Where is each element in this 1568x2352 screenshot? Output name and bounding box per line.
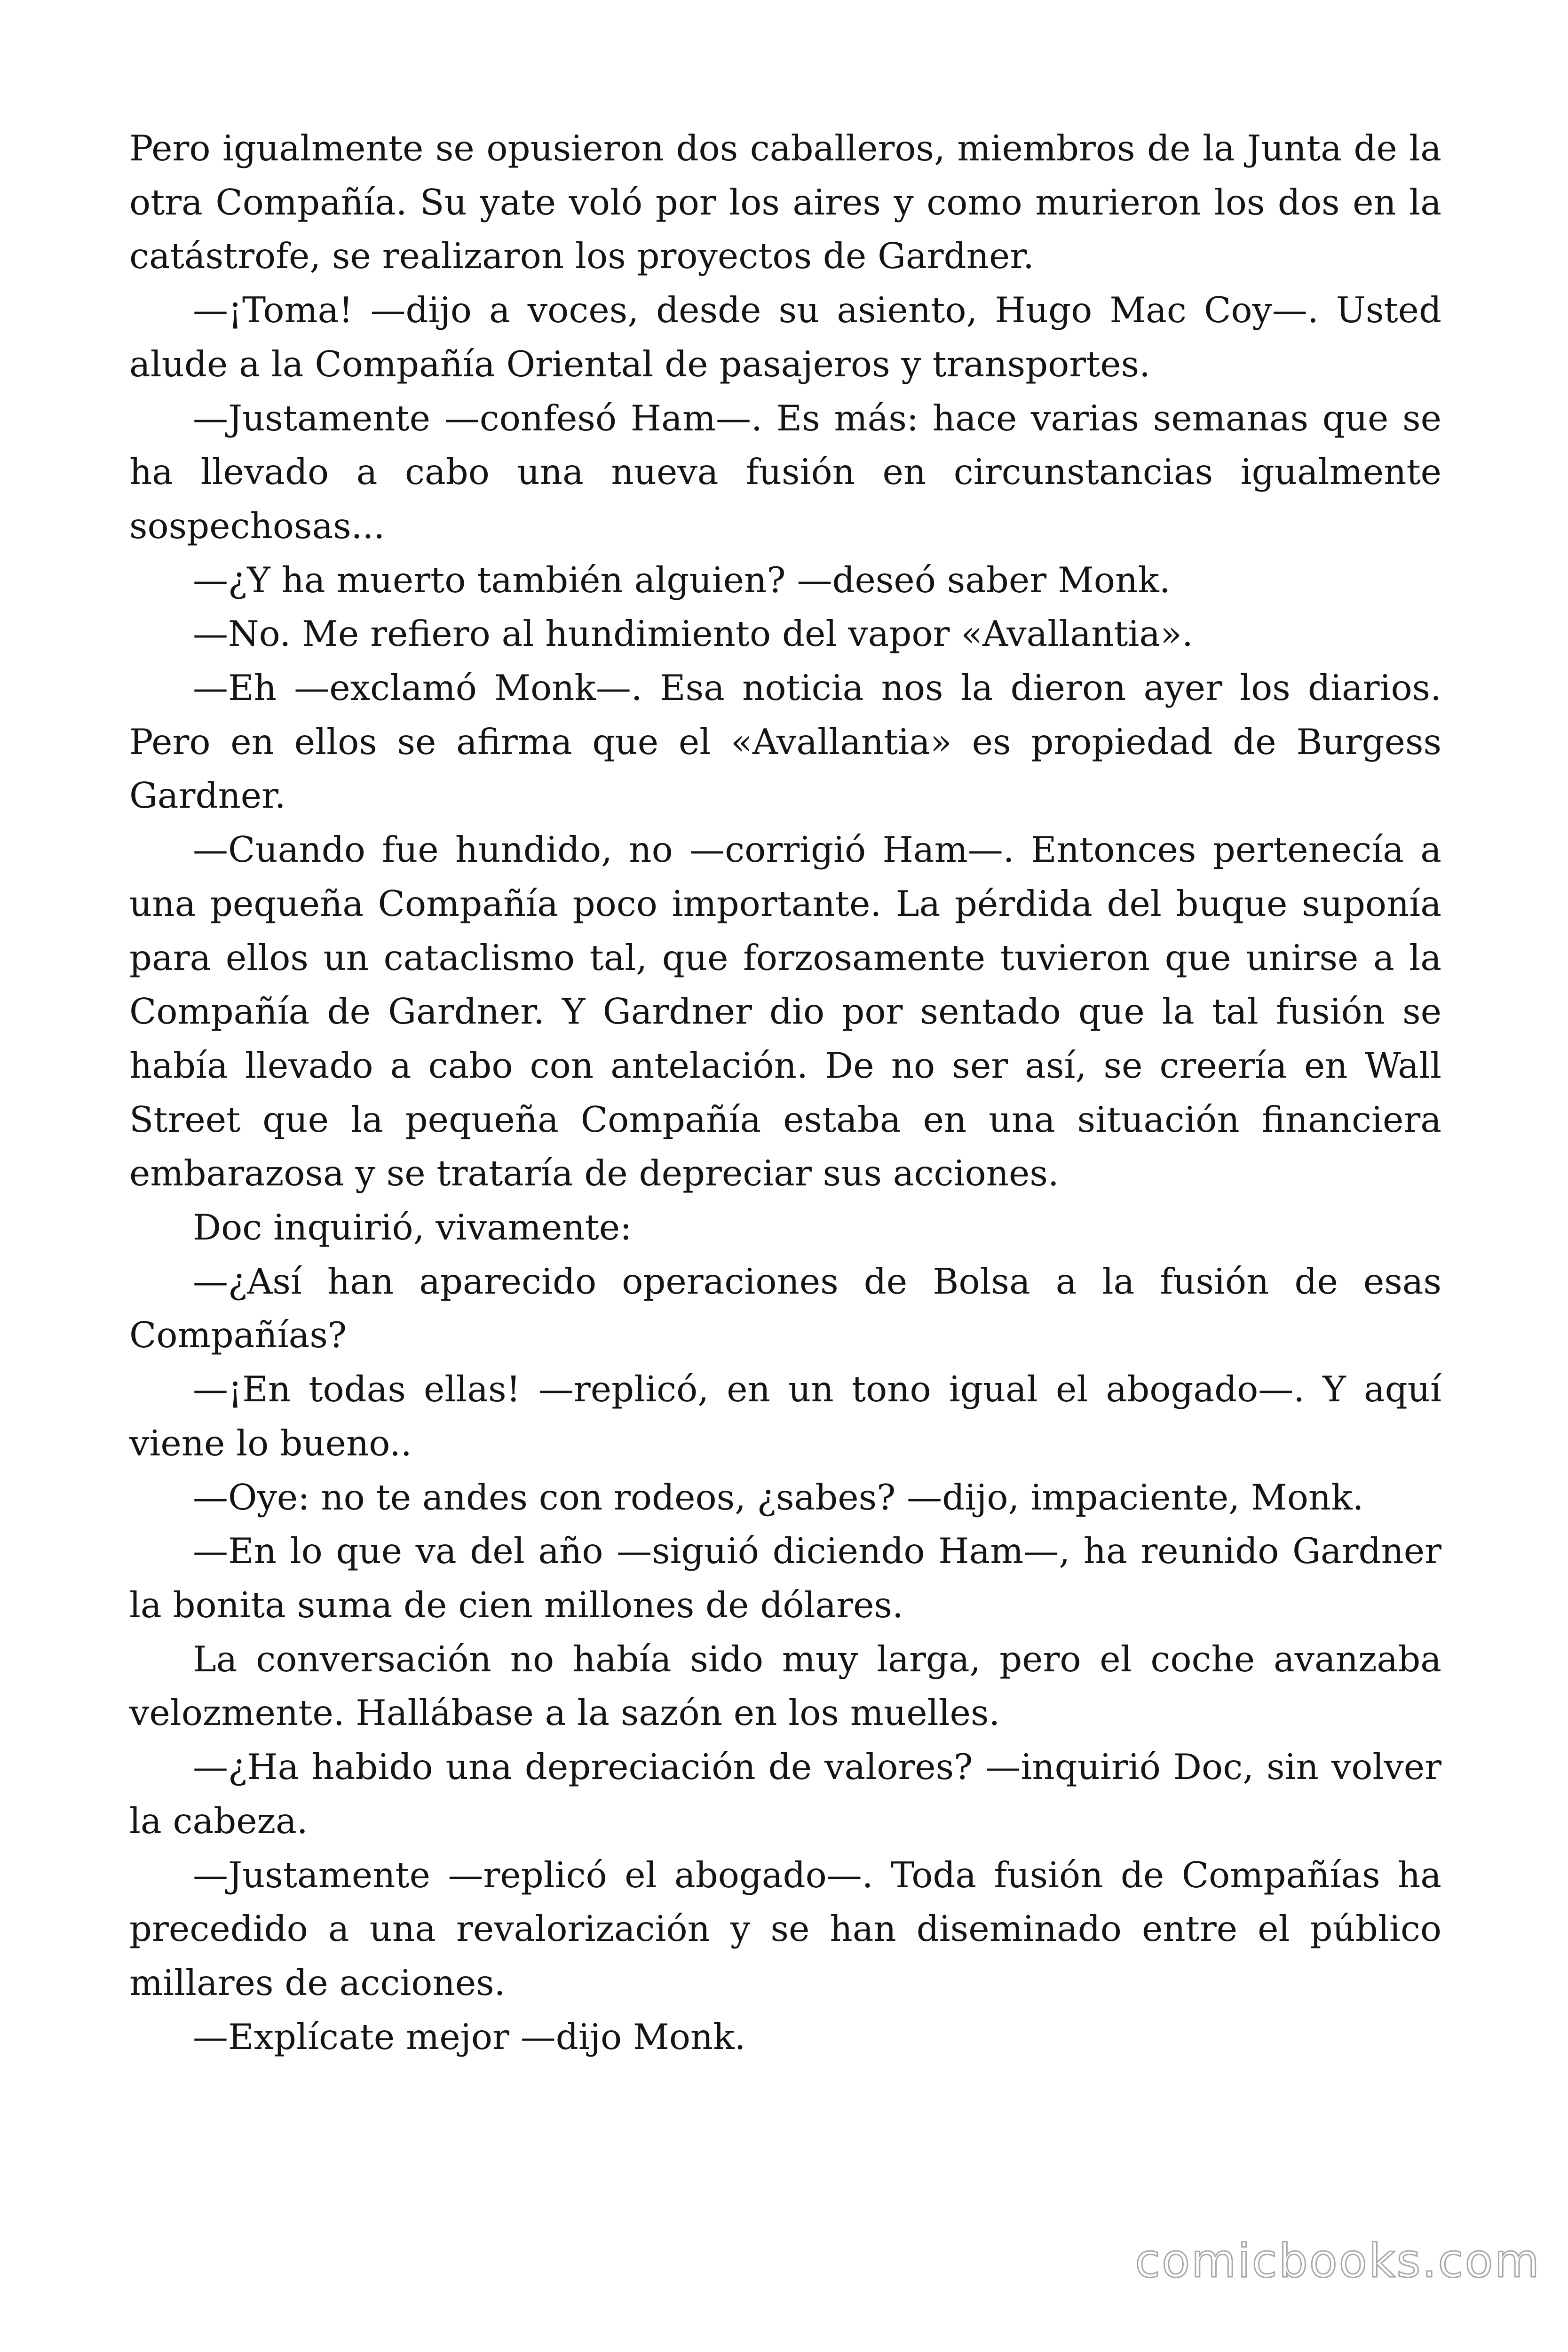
paragraph: —Oye: no te andes con rodeos, ¿sabes? —dijo, impaciente, Monk. bbox=[193, 1476, 1364, 1518]
paragraph: Doc inquirió, vivamente: bbox=[193, 1207, 632, 1248]
paragraph: —¿Y ha muerto también alguien? —deseó saber Monk. bbox=[193, 559, 1171, 601]
paragraph: —En lo que va del año —siguió diciendo Ham—, ha reunido Gardner la bonita suma de cien millones de dólares. bbox=[129, 1530, 1441, 1626]
paragraph: —¡En todas ellas! —replicó, en un tono igual el abogado—. Y aquí viene lo bueno.. bbox=[129, 1368, 1441, 1464]
paragraph: —Eh —exclamó Monk—. Esa noticia nos la dieron ayer los diarios. Pero en ellos se afirma que el «Avallantia» es propiedad de Burgess Gardner. bbox=[129, 667, 1441, 817]
paragraph: —Explícate mejor —dijo Monk. bbox=[193, 2016, 746, 2058]
paragraph: La conversación no había sido muy larga, pero el coche avanzaba velozmente. Hallábase a la sazón en los muelles. bbox=[129, 1638, 1441, 1734]
paragraph: —Justamente —replicó el abogado—. Toda fusión de Compañías ha precedido a una revalorización y se han diseminado entre el público millares de acciones. bbox=[129, 1854, 1441, 2003]
paragraph: —¿Ha habido una depreciación de valores? —inquirió Doc, sin volver la cabeza. bbox=[129, 1746, 1441, 1842]
paragraph: —No. Me refiero al hundimiento del vapor «Avallantia». bbox=[193, 613, 1193, 655]
body-text bbox=[129, 121, 1441, 2064]
paragraph: —Justamente —confesó Ham—. Es más: hace varias semanas que se ha llevado a cabo una nueva fusión en circunstancias igualmente sospechosas... bbox=[129, 397, 1441, 547]
paragraph: —¿Así han aparecido operaciones de Bolsa a la fusión de esas Compañías? bbox=[129, 1260, 1441, 1356]
paragraph: —Cuando fue hundido, no —corrigió Ham—. Entonces pertenecía a una pequeña Compañía poco importante. La pérdida del buque suponía para ellos un cataclismo tal, que forzosamente tuvieron que unirse a la Compañía de Gardner. Y Gardner dio por sentado que la tal fusión se había llevado a cabo con antelación. De no ser así, se creería en Wall Street que la pequeña Compañía estaba en una situación financiera embarazosa y se trataría de depreciar sus acciones. bbox=[129, 829, 1441, 1194]
watermark: comicbooks.com bbox=[1135, 2234, 1541, 2288]
paragraph: —¡Toma! —dijo a voces, desde su asiento, Hugo Mac Coy—. Usted alude a la Compañía Oriental de pasajeros y transportes. bbox=[129, 289, 1441, 385]
paragraph: Pero igualmente se opusieron dos caballeros, miembros de la Junta de la otra Compañía. Su yate voló por los aires y como murieron los dos en la catástrofe, se realizaron los proyectos de Gardner. bbox=[129, 127, 1441, 277]
